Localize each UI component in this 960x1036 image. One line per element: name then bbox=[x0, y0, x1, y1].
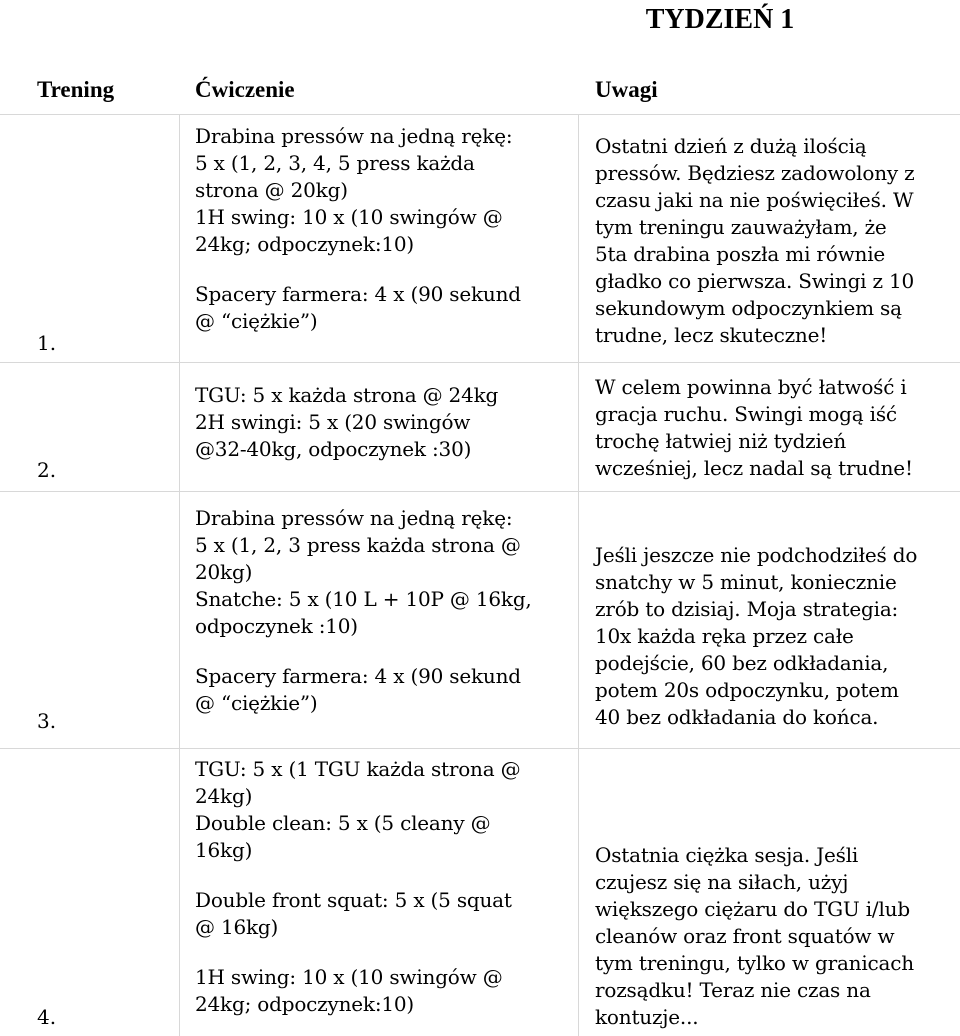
note-line: podejście, 60 bez odkładania, bbox=[595, 651, 889, 675]
exercise-line: @ “ciężkie”) bbox=[195, 309, 318, 333]
table-divider bbox=[0, 748, 960, 749]
exercise-line: Spacery farmera: 4 x (90 sekund bbox=[195, 664, 521, 688]
note-line: W celem powinna być łatwość i bbox=[595, 375, 907, 399]
exercise-line: TGU: 5 x (1 TGU każda strona @ bbox=[195, 757, 521, 781]
table-divider bbox=[0, 362, 960, 363]
note-line: czujesz się na siłach, użyj bbox=[595, 870, 849, 894]
exercise-line: 5 x (1, 2, 3 press każda strona @ bbox=[195, 533, 521, 557]
exercise-line: Snatche: 5 x (10 L + 10P @ 16kg, bbox=[195, 587, 532, 611]
note-line: 40 bez odkładania do końca. bbox=[595, 705, 879, 729]
note-line: cleanów oraz front squatów w bbox=[595, 924, 895, 948]
exercise-line: Spacery farmera: 4 x (90 sekund bbox=[195, 282, 521, 306]
exercise-line: Double front squat: 5 x (5 squat bbox=[195, 888, 512, 912]
exercise-line: odpoczynek :10) bbox=[195, 614, 358, 638]
note-line: kontuzje... bbox=[595, 1005, 699, 1029]
note-line: gracja ruchu. Swingi mogą iść bbox=[595, 402, 897, 426]
header-notes: Uwagi bbox=[595, 77, 658, 102]
row-number: 3. bbox=[37, 709, 57, 733]
row-number: 4. bbox=[37, 1005, 57, 1029]
note-line: snatchy w 5 minut, koniecznie bbox=[595, 570, 897, 594]
note-line: rozsądku! Teraz nie czas na bbox=[595, 978, 871, 1002]
note-line: gładko co pierwsza. Swingi z 10 bbox=[595, 269, 915, 293]
exercise-line: Double clean: 5 x (5 cleany @ bbox=[195, 811, 491, 835]
exercise-cell bbox=[195, 382, 555, 463]
exercise-line: @ “ciężkie”) bbox=[195, 691, 318, 715]
note-line: czasu jaki na nie poświęciłeś. W bbox=[595, 188, 914, 212]
note-line: Ostatnia ciężka sesja. Jeśli bbox=[595, 843, 859, 867]
header-training: Trening bbox=[37, 77, 115, 102]
table-divider bbox=[0, 114, 960, 115]
exercise-cell bbox=[195, 123, 555, 335]
note-line: większego ciężaru do TGU i/lub bbox=[595, 897, 910, 921]
notes-cell bbox=[595, 374, 957, 482]
note-line: trudne, lecz skuteczne! bbox=[595, 323, 828, 347]
page-title: TYDZIEŃ 1 bbox=[645, 4, 795, 35]
note-line: tym treningu, tylko w granicach bbox=[595, 951, 914, 975]
exercise-line: 24kg; odpoczynek:10) bbox=[195, 232, 415, 256]
exercise-line: 16kg) bbox=[195, 838, 253, 862]
header-exercise: Ćwiczenie bbox=[195, 77, 295, 102]
exercise-cell bbox=[195, 756, 555, 1018]
row-number: 2. bbox=[37, 458, 57, 482]
exercise-line: strona @ 20kg) bbox=[195, 178, 348, 202]
exercise-line: TGU: 5 x każda strona @ 24kg bbox=[195, 383, 499, 407]
exercise-line: Drabina pressów na jedną rękę: bbox=[195, 124, 513, 148]
note-line: trochę łatwiej niż tydzień bbox=[595, 429, 847, 453]
notes-cell bbox=[595, 842, 957, 1031]
exercise-line: 1H swing: 10 x (10 swingów @ bbox=[195, 965, 503, 989]
exercise-line: @32-40kg, odpoczynek :30) bbox=[195, 437, 472, 461]
note-line: Ostatni dzień z dużą ilością bbox=[595, 134, 867, 158]
note-line: wcześniej, lecz nadal są trudne! bbox=[595, 456, 913, 480]
exercise-line: 5 x (1, 2, 3, 4, 5 press każda bbox=[195, 151, 475, 175]
note-line: 5ta drabina poszła mi równie bbox=[595, 242, 886, 266]
row-number: 1. bbox=[37, 331, 57, 355]
table-divider bbox=[0, 491, 960, 492]
notes-cell bbox=[595, 133, 957, 349]
note-line: Jeśli jeszcze nie podchodziłeś do bbox=[595, 543, 918, 567]
note-line: pressów. Będziesz zadowolony z bbox=[595, 161, 915, 185]
exercise-line: 20kg) bbox=[195, 560, 253, 584]
exercise-line: 24kg; odpoczynek:10) bbox=[195, 992, 415, 1016]
note-line: tym treningu zauważyłam, że bbox=[595, 215, 887, 239]
exercise-line: @ 16kg) bbox=[195, 915, 279, 939]
exercise-line: 1H swing: 10 x (10 swingów @ bbox=[195, 205, 503, 229]
table-divider bbox=[179, 115, 180, 1036]
note-line: potem 20s odpoczynku, potem bbox=[595, 678, 899, 702]
note-line: sekundowym odpoczynkiem są bbox=[595, 296, 902, 320]
note-line: zrób to dzisiaj. Moja strategia: bbox=[595, 597, 899, 621]
table-divider bbox=[578, 115, 579, 1036]
notes-cell bbox=[595, 542, 957, 731]
exercise-line: Drabina pressów na jedną rękę: bbox=[195, 506, 513, 530]
exercise-line: 2H swingi: 5 x (20 swingów bbox=[195, 410, 471, 434]
exercise-cell bbox=[195, 505, 555, 717]
exercise-line: 24kg) bbox=[195, 784, 253, 808]
note-line: 10x każda ręka przez całe bbox=[595, 624, 854, 648]
